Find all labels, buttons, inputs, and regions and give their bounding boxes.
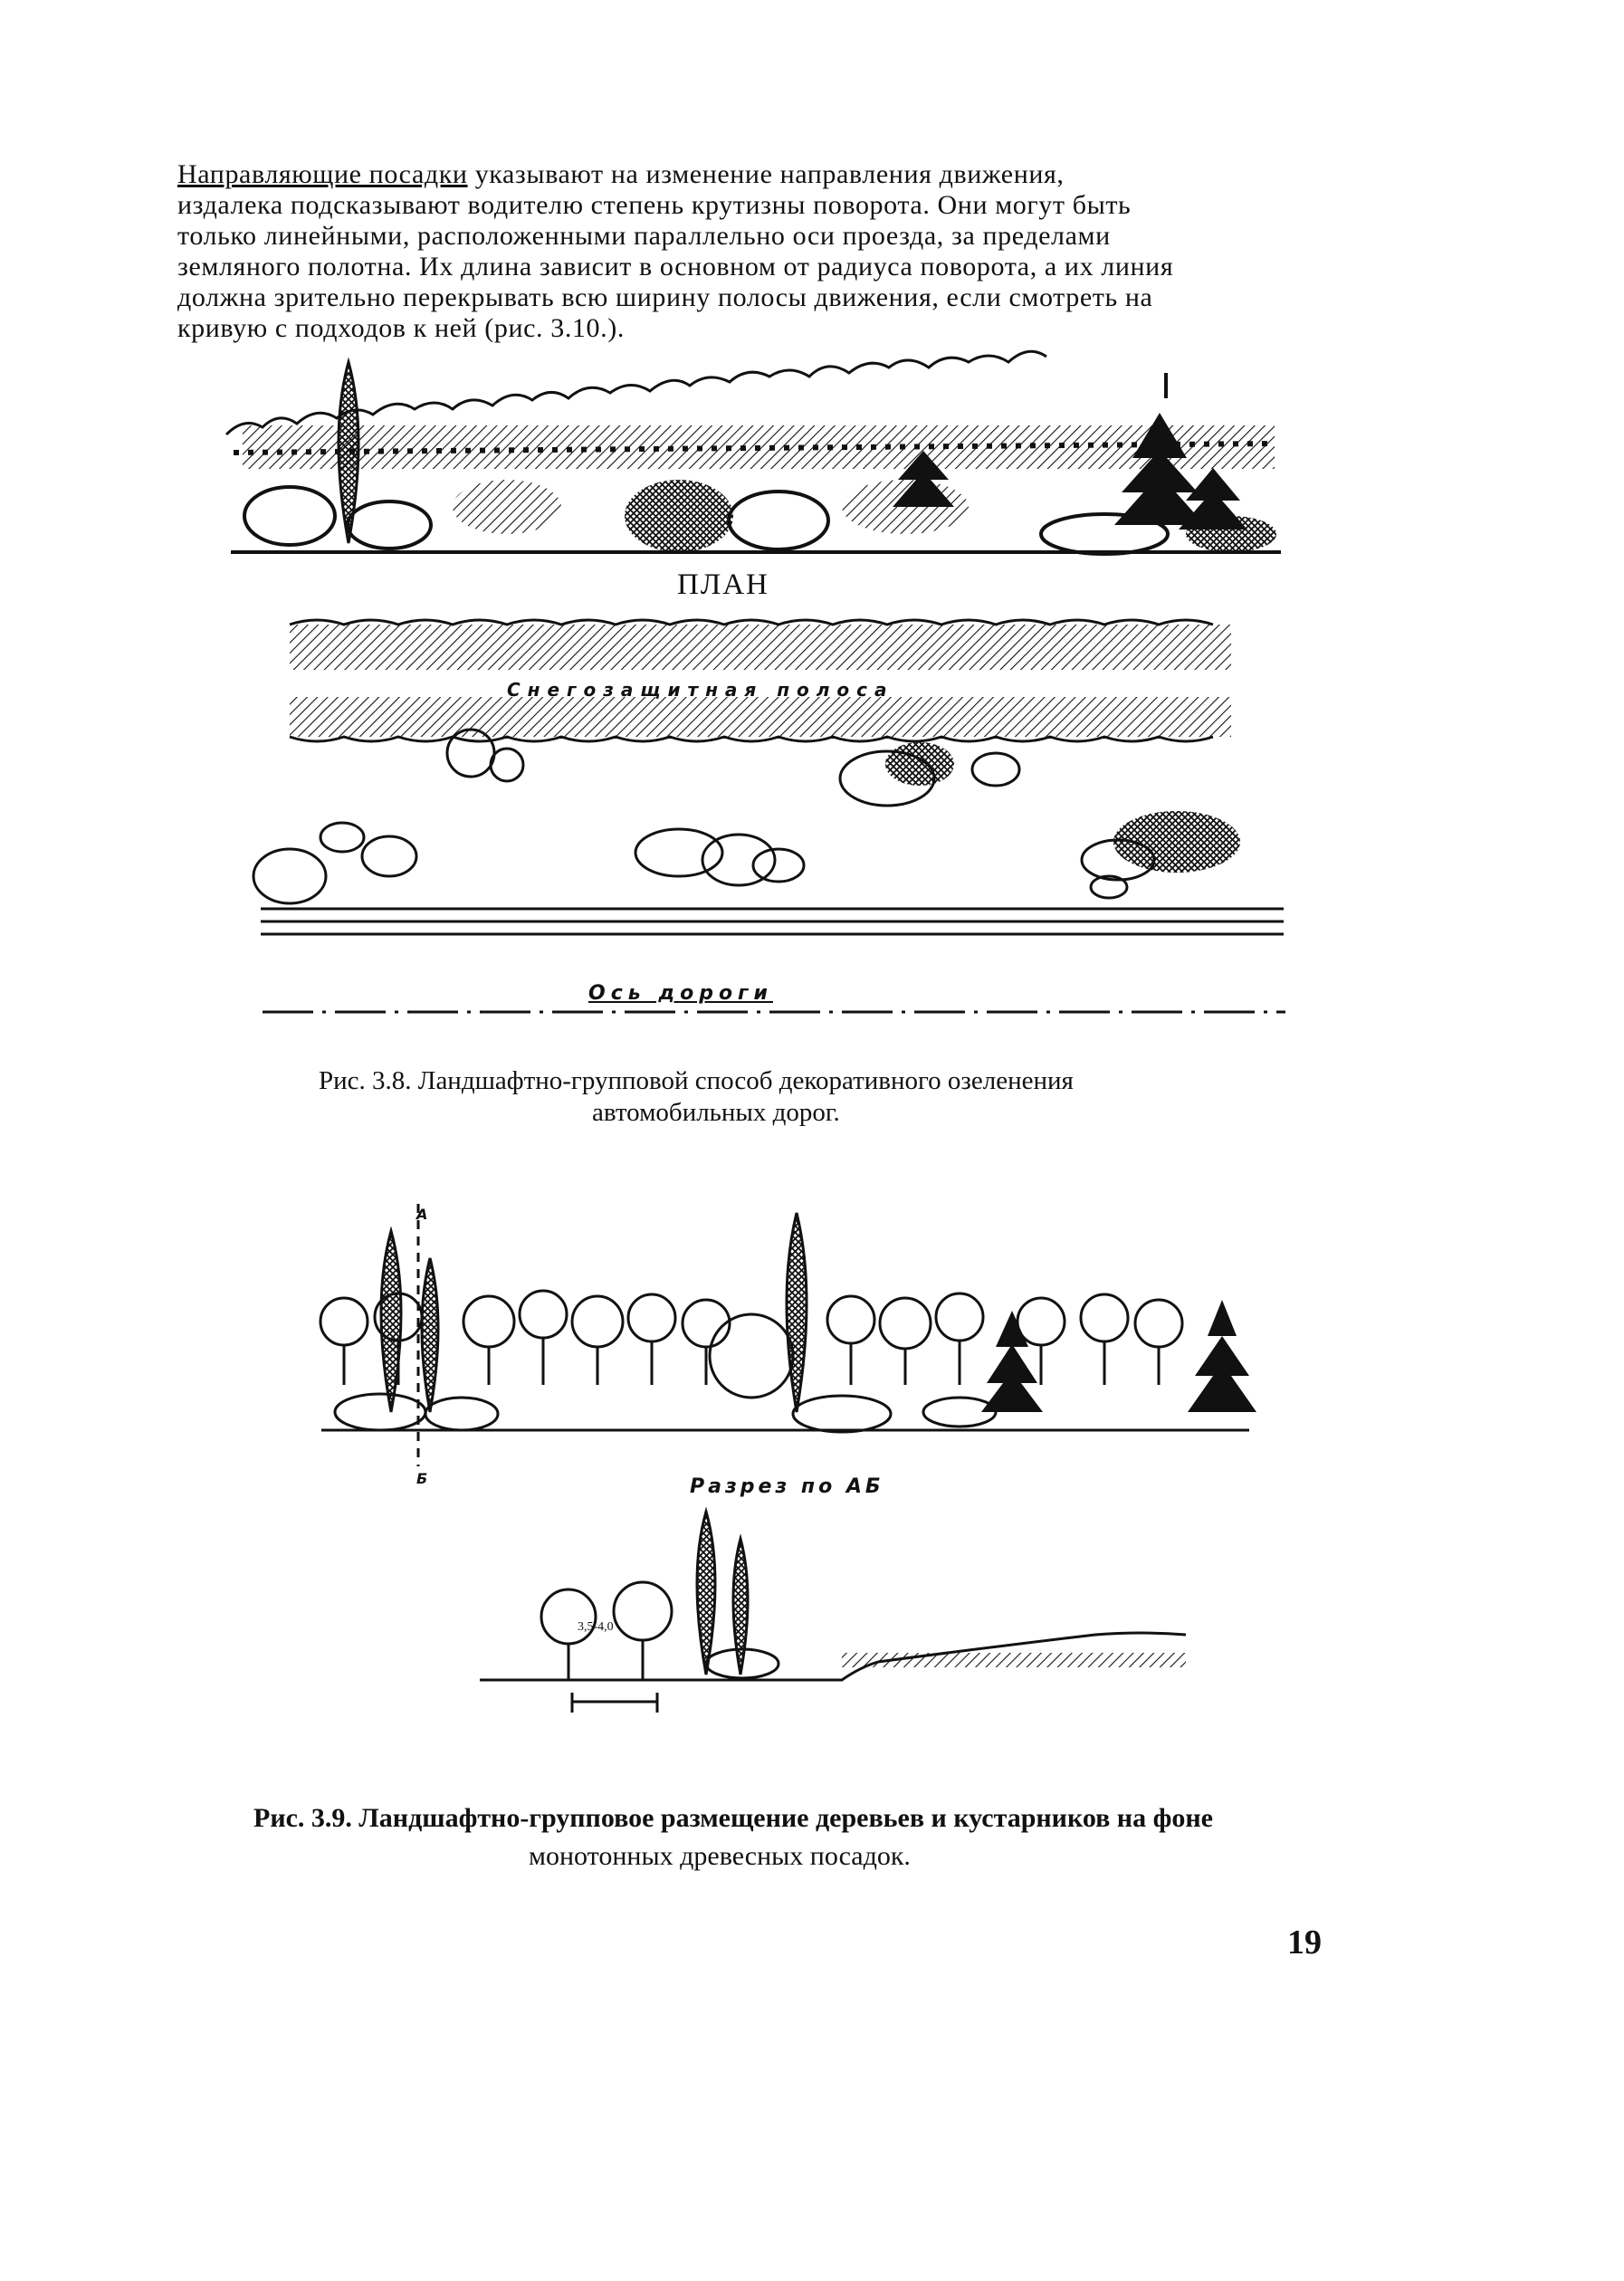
paragraph-line-3: только линейными, расположенными параллельно оси проезда, за пределами bbox=[177, 221, 1111, 251]
figure-3-9-caption-line-2: монотонных древесных посадок. bbox=[529, 1841, 911, 1871]
section-mark-b: Б bbox=[416, 1470, 428, 1487]
road-axis-label: Ось дороги bbox=[588, 982, 773, 1005]
section-mark-a: А bbox=[416, 1206, 428, 1223]
figure-3-8-caption-line-1: Рис. 3.8. Ландшафтно-групповой способ декоративного озеленения bbox=[319, 1066, 1074, 1095]
paragraph-lead-term: Направляющие посадки bbox=[177, 159, 468, 189]
figure-3-9-caption-line-1: Рис. 3.9. Ландшафтно-групповое размещение деревьев и кустарников на фоне bbox=[253, 1803, 1213, 1833]
dimension-label: 3,5-4,0 bbox=[578, 1620, 614, 1634]
plan-label: ПЛАН bbox=[677, 568, 769, 601]
figure-3-8-caption-line-2: автомобильных дорог. bbox=[592, 1098, 840, 1127]
section-label: Разрез по АБ bbox=[690, 1475, 884, 1498]
paragraph-line-5: должна зрительно перекрывать всю ширину полосы движения, если смотреть на bbox=[177, 282, 1153, 312]
paragraph-line-2: издалека подсказывают водителю степень крутизны поворота. Они могут быть bbox=[177, 190, 1132, 220]
snow-belt-label: Снегозащитная полоса bbox=[507, 679, 894, 701]
paragraph-line-6: кривую с подходов к ней (рис. 3.10.). bbox=[177, 313, 625, 343]
paragraph-line-4: земляного полотна. Их длина зависит в основном от радиуса поворота, а их линия bbox=[177, 252, 1174, 282]
page-number: 19 bbox=[1287, 1923, 1322, 1961]
paragraph-line-1: Направляющие посадки указывают на изменение направления движения, bbox=[177, 159, 1065, 189]
